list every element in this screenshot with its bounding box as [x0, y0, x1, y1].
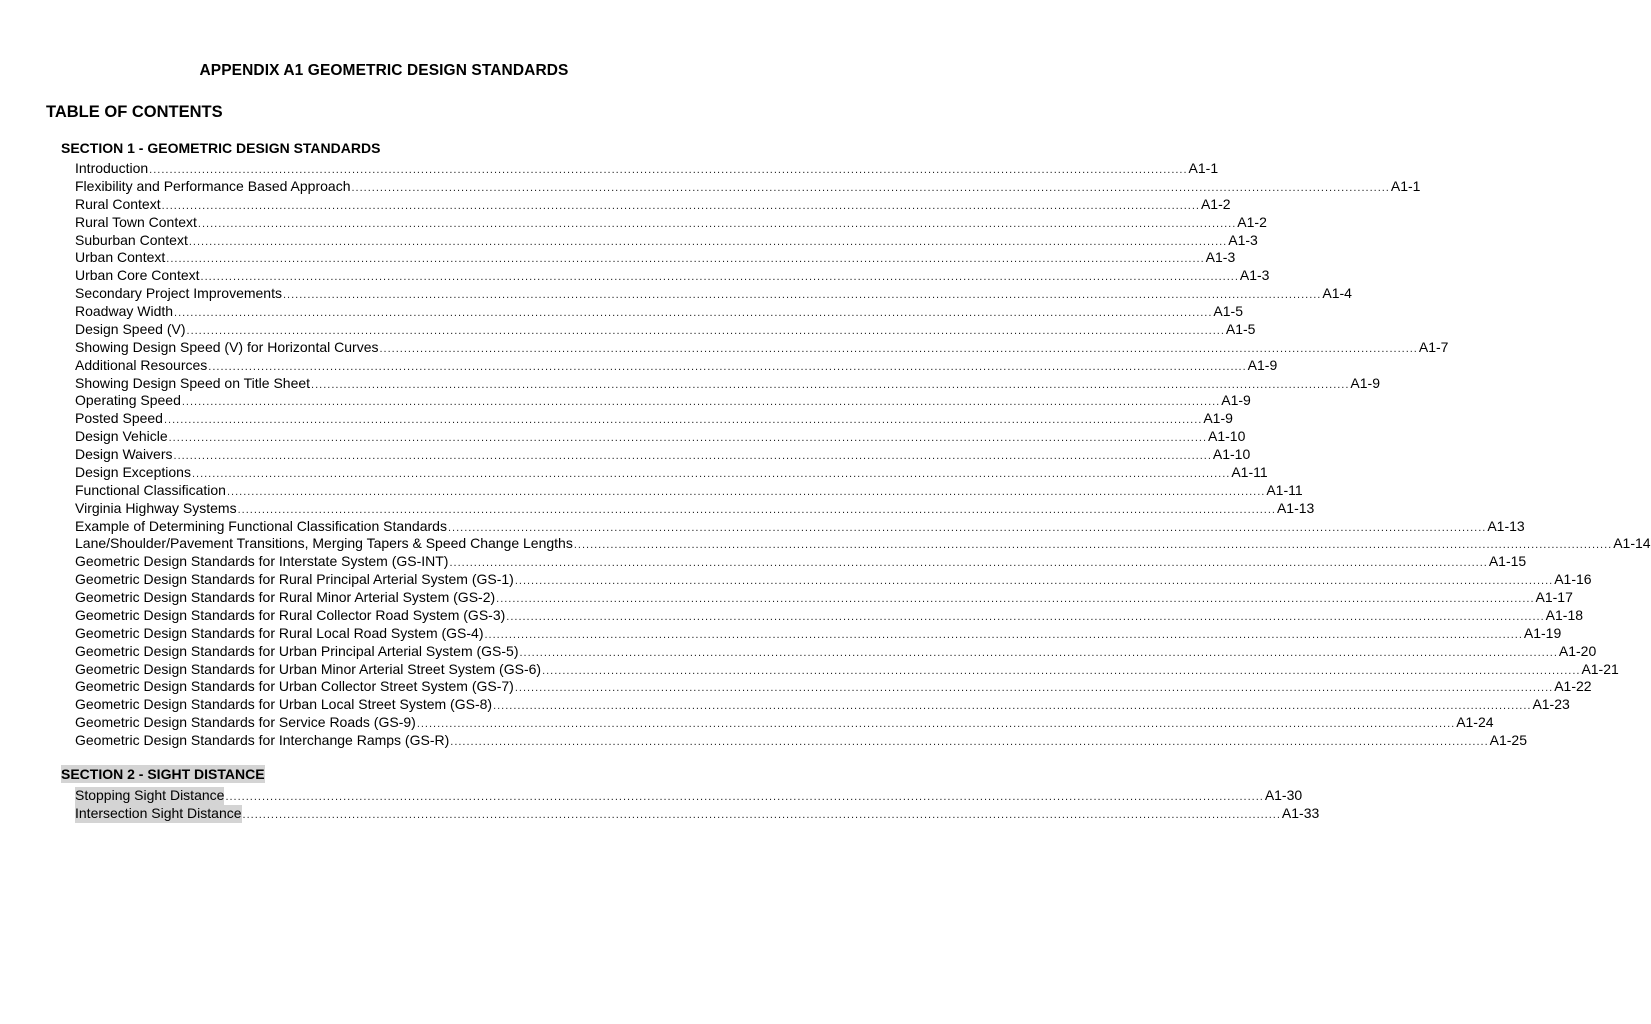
toc-entry[interactable] — [75, 374, 1380, 393]
toc-entry[interactable] — [75, 303, 1243, 321]
section-1-heading: SECTION 1 - GEOMETRIC DESIGN STANDARDS — [61, 140, 381, 156]
toc-entry-page: A1-9 — [1350, 374, 1380, 391]
toc-entry-page: A1-7 — [1418, 338, 1449, 355]
toc-entry-label: Design Speed (V) — [75, 320, 186, 337]
toc-entry-page: A1-11 — [1231, 463, 1268, 480]
toc-entry-label: Rural Town Context — [75, 213, 197, 230]
toc-entry-page: A1-33 — [1281, 804, 1320, 821]
page-title: APPENDIX A1 GEOMETRIC DESIGN STANDARDS — [199, 62, 569, 79]
dot-leader: ................................................................................................................................................................................................................................................................ — [188, 235, 1228, 248]
toc-entry[interactable] — [75, 714, 1494, 732]
toc-entry-label: Stopping Sight Distance — [75, 787, 225, 803]
toc-entry[interactable] — [75, 177, 1421, 196]
toc-entry-page: A1-13 — [1487, 517, 1525, 534]
dot-leader: ................................................................................................................................................................................................................................................................ — [493, 700, 1532, 713]
toc-entry[interactable] — [75, 535, 1651, 553]
toc-entry-page: A1-14 — [1613, 535, 1651, 552]
dot-leader: ................................................................................................................................................................................................................................................................ — [447, 521, 1487, 534]
toc-entry-page: A1-11 — [1266, 481, 1303, 498]
toc-entry[interactable] — [75, 606, 1584, 625]
toc-entry[interactable] — [75, 338, 1449, 357]
dot-leader: ................................................................................................................................................................................................................................................................ — [197, 217, 1237, 230]
toc-entry[interactable] — [75, 553, 1527, 571]
toc-entry-label: Geometric Design Standards for Urban Principal Arterial System (GS-5) — [75, 642, 519, 659]
toc-entry-label: Roadway Width — [75, 303, 174, 319]
toc-entry-label: Geometric Design Standards for Rural Collector Road System (GS-3) — [75, 606, 506, 623]
toc-entry-label: Design Waivers — [75, 446, 173, 462]
toc-entry-page: A1-23 — [1532, 696, 1570, 713]
toc-entry-page: A1-3 — [1239, 267, 1270, 284]
dot-leader: ................................................................................................................................................................................................................................................................ — [191, 467, 1231, 480]
toc-entry-page: A1-17 — [1535, 589, 1573, 605]
section-2-entries — [75, 787, 1320, 823]
dot-leader: ................................................................................................................................................................................................................................................................ — [161, 199, 1200, 212]
dot-leader: ................................................................................................................................................................................................................................................................ — [225, 791, 1264, 803]
dot-leader: ................................................................................................................................................................................................................................................................ — [163, 414, 1203, 427]
toc-entry-page: A1-22 — [1554, 678, 1592, 695]
toc-entry[interactable] — [75, 678, 1592, 696]
section-1-entries — [75, 160, 1651, 750]
toc-entry-page: A1-18 — [1545, 606, 1584, 623]
toc-entry-page: A1-9 — [1203, 410, 1233, 427]
dot-leader: ................................................................................................................................................................................................................................................................ — [496, 593, 1535, 605]
toc-entry-page: A1-15 — [1488, 553, 1527, 570]
toc-entry[interactable] — [75, 571, 1592, 589]
toc-entry-page: A1-9 — [1221, 392, 1251, 409]
toc-entry-label: Operating Speed — [75, 392, 181, 409]
toc-entry-label: Posted Speed — [75, 410, 163, 427]
toc-entry-page: A1-25 — [1489, 732, 1527, 748]
toc-entry-page: A1-19 — [1523, 624, 1562, 641]
toc-entry-label: Geometric Design Standards for Service Roads (GS-9) — [75, 714, 416, 731]
toc-entry[interactable] — [75, 213, 1267, 232]
dot-leader: ................................................................................................................................................................................................................................................................ — [200, 271, 1239, 284]
toc-entry-label: Showing Design Speed on Title Sheet — [75, 374, 311, 391]
toc-entry-page: A1-1 — [1188, 160, 1219, 176]
dot-leader: ................................................................................................................................................................................................................................................................ — [181, 396, 1221, 409]
toc-entry[interactable] — [75, 642, 1597, 661]
toc-entry-label: Urban Context — [75, 249, 166, 266]
dot-leader: ................................................................................................................................................................................................................................................................ — [450, 736, 1489, 748]
dot-leader: ................................................................................................................................................................................................................................................................ — [186, 324, 1225, 337]
toc-entry-label: Introduction — [75, 160, 149, 176]
toc-entry-label: Geometric Design Standards for Urban Minor Arterial Street System (GS-6) — [75, 660, 542, 677]
toc-entry[interactable] — [75, 787, 1303, 805]
toc-entry-label: Design Vehicle — [75, 428, 168, 445]
toc-entry-label: Virginia Highway Systems — [75, 499, 237, 516]
toc-entry[interactable] — [75, 732, 1527, 750]
toc-entry-label: Geometric Design Standards for Interchange Ramps (GS-R) — [75, 732, 450, 748]
dot-leader: ................................................................................................................................................................................................................................................................ — [416, 718, 1456, 731]
toc-entry[interactable] — [75, 696, 1570, 714]
dot-leader: ................................................................................................................................................................................................................................................................ — [168, 432, 1207, 445]
dot-leader: ................................................................................................................................................................................................................................................................ — [174, 307, 1213, 319]
toc-entry-page: A1-5 — [1225, 320, 1256, 337]
toc-heading: TABLE OF CONTENTS — [46, 103, 223, 121]
toc-entry[interactable] — [75, 195, 1231, 214]
toc-entry-page: A1-10 — [1208, 428, 1246, 445]
toc-entry-label: Functional Classification — [75, 481, 226, 498]
toc-entry-label: Lane/Shoulder/Pavement Transitions, Merging Tapers & Speed Change Lengths — [75, 535, 573, 552]
dot-leader: ................................................................................................................................................................................................................................................................ — [282, 289, 1322, 302]
toc-entry-label: Geometric Design Standards for Rural Minor Arterial System (GS-2) — [75, 589, 496, 605]
toc-entry[interactable] — [75, 499, 1315, 518]
dot-leader: ................................................................................................................................................................................................................................................................ — [237, 503, 1276, 516]
dot-leader: ................................................................................................................................................................................................................................................................ — [379, 342, 1418, 355]
dot-leader: ................................................................................................................................................................................................................................................................ — [506, 610, 1545, 623]
toc-entry-label: Geometric Design Standards for Urban Local Street System (GS-8) — [75, 696, 493, 713]
toc-entry[interactable] — [75, 589, 1573, 607]
toc-entry-page: A1-2 — [1200, 195, 1231, 212]
toc-entry-page: A1-3 — [1228, 231, 1258, 248]
toc-entry-label: Example of Determining Functional Classification Standards — [75, 517, 447, 534]
dot-leader: ................................................................................................................................................................................................................................................................ — [149, 164, 1188, 176]
toc-entry[interactable] — [75, 624, 1562, 643]
toc-entry-page: A1-21 — [1581, 660, 1619, 677]
toc-entry-label: Design Exceptions — [75, 463, 191, 480]
toc-entry[interactable] — [75, 392, 1251, 410]
toc-entry[interactable] — [75, 249, 1236, 267]
dot-leader: ................................................................................................................................................................................................................................................................ — [173, 450, 1212, 462]
toc-entry[interactable] — [75, 285, 1352, 303]
toc-entry-page: A1-5 — [1213, 303, 1243, 319]
toc-entry[interactable] — [75, 463, 1268, 482]
toc-entry-page: A1-13 — [1276, 499, 1315, 516]
dot-leader: ................................................................................................................................................................................................................................................................ — [226, 485, 1266, 498]
section-2-heading: SECTION 2 - SIGHT DISTANCE — [61, 766, 265, 782]
dot-leader: ................................................................................................................................................................................................................................................................ — [514, 575, 1554, 588]
toc-entry-page: A1-24 — [1456, 714, 1494, 731]
toc-entry[interactable] — [75, 320, 1256, 339]
dot-leader: ................................................................................................................................................................................................................................................................ — [242, 808, 1281, 821]
toc-entry[interactable] — [75, 446, 1251, 464]
toc-entry[interactable] — [75, 160, 1219, 178]
toc-entry[interactable] — [75, 660, 1619, 679]
toc-entry-page: A1-3 — [1205, 249, 1236, 266]
toc-entry-page: A1-20 — [1558, 642, 1597, 659]
dot-leader: ................................................................................................................................................................................................................................................................ — [449, 557, 1488, 570]
toc-entry-label: Rural Context — [75, 195, 161, 212]
toc-entry-page: A1-16 — [1554, 571, 1592, 588]
toc-entry-label: Suburban Context — [75, 231, 188, 248]
toc-entry[interactable] — [75, 517, 1525, 536]
toc-entry-label: Additional Resources — [75, 356, 208, 373]
toc-entry-label: Urban Core Context — [75, 267, 200, 284]
toc-entry-page: A1-2 — [1237, 213, 1267, 230]
toc-entry-page: A1-30 — [1264, 787, 1303, 803]
toc-entry-label: Geometric Design Standards for Urban Collector Street System (GS-7) — [75, 678, 514, 695]
toc-entry[interactable] — [75, 804, 1320, 823]
toc-entry[interactable] — [75, 481, 1303, 500]
dot-leader: ................................................................................................................................................................................................................................................................ — [166, 253, 1205, 266]
toc-entry[interactable] — [75, 356, 1278, 375]
dot-leader: ................................................................................................................................................................................................................................................................ — [519, 646, 1558, 659]
dot-leader: ................................................................................................................................................................................................................................................................ — [351, 181, 1390, 194]
toc-entry-page: A1-4 — [1322, 285, 1352, 302]
toc-entry-label: Geometric Design Standards for Rural Principal Arterial System (GS-1) — [75, 571, 514, 588]
dot-leader: ................................................................................................................................................................................................................................................................ — [311, 378, 1350, 391]
toc-entry-label: Showing Design Speed (V) for Horizontal Curves — [75, 338, 379, 355]
toc-entry[interactable] — [75, 410, 1233, 428]
dot-leader: ................................................................................................................................................................................................................................................................ — [208, 360, 1247, 373]
dot-leader: ................................................................................................................................................................................................................................................................ — [514, 682, 1554, 695]
toc-entry-page: A1-1 — [1390, 177, 1421, 194]
toc-entry-label: Secondary Project Improvements — [75, 285, 282, 302]
toc-entry-label: Geometric Design Standards for Rural Local Road System (GS-4) — [75, 624, 484, 641]
dot-leader: ................................................................................................................................................................................................................................................................ — [573, 539, 1613, 552]
toc-entry-page: A1-9 — [1247, 356, 1278, 373]
toc-entry-label: Flexibility and Performance Based Approach — [75, 177, 351, 194]
toc-entry-label: Intersection Sight Distance — [75, 804, 242, 821]
toc-entry[interactable] — [75, 428, 1246, 446]
dot-leader: ................................................................................................................................................................................................................................................................ — [542, 664, 1581, 677]
toc-entry-page: A1-10 — [1212, 446, 1251, 462]
toc-entry[interactable] — [75, 267, 1270, 285]
toc-entry[interactable] — [75, 231, 1258, 250]
toc-entry-label: Geometric Design Standards for Interstate System (GS-INT) — [75, 553, 449, 570]
dot-leader: ................................................................................................................................................................................................................................................................ — [484, 628, 1523, 641]
